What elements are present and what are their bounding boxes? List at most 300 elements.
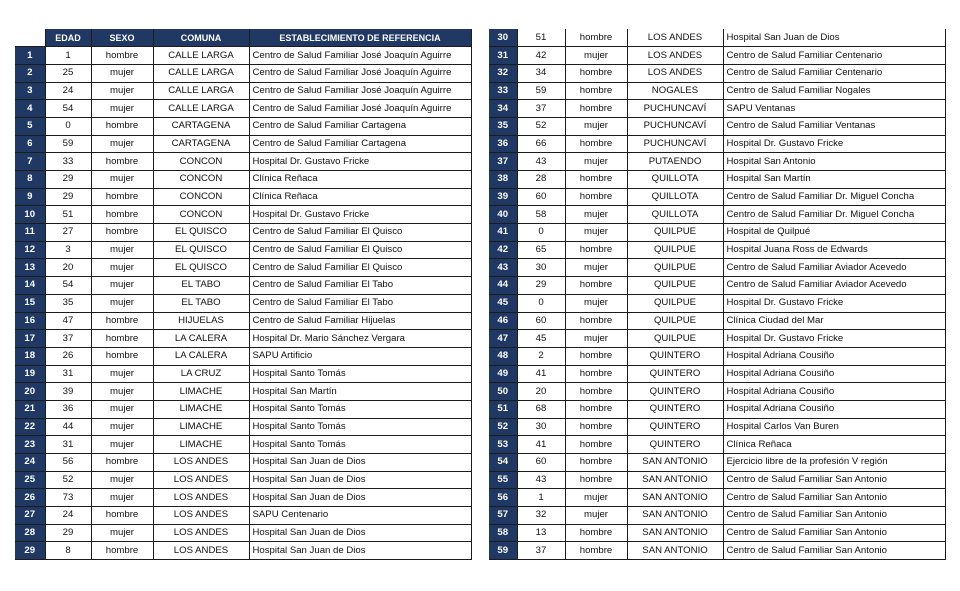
table-row [15, 206, 471, 224]
cell-sexo: hombre [565, 241, 627, 259]
cell-sexo: mujer [91, 436, 153, 454]
cell-edad: 26 [45, 347, 91, 365]
cell-establecimiento: Hospital Dr. Gustavo Fricke [723, 294, 945, 312]
row-number: 48 [489, 347, 517, 365]
cell-edad: 56 [45, 454, 91, 472]
cell-edad: 1 [45, 47, 91, 65]
cell-sexo: mujer [565, 153, 627, 171]
row-number: 49 [489, 365, 517, 383]
row-number: 2 [15, 64, 45, 82]
row-number: 4 [15, 100, 45, 118]
table-row [15, 100, 471, 118]
table-row [489, 135, 945, 153]
cell-establecimiento: Hospital Adriana Cousiño [723, 400, 945, 418]
cell-sexo: mujer [91, 400, 153, 418]
table-row [489, 47, 945, 65]
cell-sexo: mujer [91, 241, 153, 259]
table-row [489, 153, 945, 171]
row-number: 1 [15, 47, 45, 65]
cell-edad: 51 [45, 206, 91, 224]
table-row [489, 259, 945, 277]
cell-sexo: hombre [565, 171, 627, 189]
cell-sexo: hombre [565, 365, 627, 383]
cell-edad: 0 [45, 117, 91, 135]
cell-edad: 29 [517, 277, 565, 295]
cell-comuna: SAN ANTONIO [627, 542, 723, 560]
cell-establecimiento: Centro de Salud Familiar Aviador Acevedo [723, 259, 945, 277]
table-row [15, 277, 471, 295]
cell-edad: 20 [517, 383, 565, 401]
cell-establecimiento: Hospital San Martín [249, 383, 471, 401]
header-sexo: SEXO [91, 29, 153, 47]
cell-edad: 66 [517, 135, 565, 153]
cell-sexo: hombre [565, 454, 627, 472]
table-row [15, 294, 471, 312]
cell-comuna: LOS ANDES [627, 64, 723, 82]
cell-sexo: hombre [565, 29, 627, 47]
header-edad: EDAD [45, 29, 91, 47]
row-number: 46 [489, 312, 517, 330]
cell-edad: 47 [45, 312, 91, 330]
table-row [15, 135, 471, 153]
cell-sexo: hombre [565, 436, 627, 454]
row-number: 44 [489, 277, 517, 295]
cell-edad: 24 [45, 82, 91, 100]
cell-establecimiento: Hospital San Juan de Dios [249, 542, 471, 560]
cell-sexo: mujer [91, 524, 153, 542]
cell-comuna: LA CALERA [153, 347, 249, 365]
cell-edad: 37 [517, 100, 565, 118]
row-number: 16 [15, 312, 45, 330]
cell-comuna: EL TABO [153, 277, 249, 295]
cell-sexo: mujer [91, 100, 153, 118]
header-blank-cell [15, 29, 45, 47]
cell-comuna: LOS ANDES [153, 489, 249, 507]
table-row [489, 330, 945, 348]
row-number: 31 [489, 47, 517, 65]
cell-establecimiento: Hospital San Juan de Dios [249, 471, 471, 489]
cell-establecimiento: Hospital San Juan de Dios [249, 489, 471, 507]
cell-sexo: hombre [91, 454, 153, 472]
row-number: 19 [15, 365, 45, 383]
cell-edad: 73 [45, 489, 91, 507]
cell-sexo: hombre [91, 347, 153, 365]
cell-establecimiento: Centro de Salud Familiar El Tabo [249, 294, 471, 312]
table-row [489, 418, 945, 436]
cell-establecimiento: Hospital San Juan de Dios [723, 29, 945, 47]
row-number: 21 [15, 400, 45, 418]
cell-sexo: hombre [565, 418, 627, 436]
cell-comuna: QUINTERO [627, 418, 723, 436]
cell-sexo: hombre [565, 135, 627, 153]
row-number: 37 [489, 153, 517, 171]
cell-sexo: mujer [91, 365, 153, 383]
cell-edad: 36 [45, 400, 91, 418]
row-number: 6 [15, 135, 45, 153]
row-number: 24 [15, 454, 45, 472]
cell-establecimiento: Centro de Salud Familiar El Quisco [249, 224, 471, 242]
row-number: 30 [489, 29, 517, 47]
cell-comuna: QUILPUE [627, 330, 723, 348]
cell-sexo: mujer [91, 259, 153, 277]
row-number: 7 [15, 153, 45, 171]
cell-comuna: QUILLOTA [627, 206, 723, 224]
cell-edad: 37 [45, 330, 91, 348]
table-row [489, 241, 945, 259]
table-row [15, 47, 471, 65]
cell-establecimiento: Centro de Salud Familiar El Quisco [249, 259, 471, 277]
cell-edad: 8 [45, 542, 91, 560]
cell-comuna: QUILLOTA [627, 171, 723, 189]
cell-sexo: mujer [565, 224, 627, 242]
cell-sexo: mujer [91, 277, 153, 295]
cell-comuna: LIMACHE [153, 383, 249, 401]
table-row [489, 365, 945, 383]
cell-sexo: mujer [565, 259, 627, 277]
cell-establecimiento: Clínica Reñaca [723, 436, 945, 454]
row-number: 26 [15, 489, 45, 507]
cell-sexo: mujer [91, 294, 153, 312]
cell-comuna: LOS ANDES [153, 471, 249, 489]
cell-comuna: LOS ANDES [153, 524, 249, 542]
cell-edad: 60 [517, 454, 565, 472]
row-number: 56 [489, 489, 517, 507]
table-row [15, 436, 471, 454]
cell-establecimiento: Centro de Salud Familiar San Antonio [723, 471, 945, 489]
cell-establecimiento: Clínica Ciudad del Mar [723, 312, 945, 330]
row-number: 35 [489, 117, 517, 135]
cell-sexo: hombre [565, 277, 627, 295]
table-row [15, 224, 471, 242]
cell-sexo: hombre [565, 400, 627, 418]
table-row [489, 294, 945, 312]
row-number: 42 [489, 241, 517, 259]
cell-comuna: QUINTERO [627, 347, 723, 365]
table-row [489, 29, 945, 47]
row-number: 27 [15, 507, 45, 525]
row-number: 38 [489, 171, 517, 189]
table-row [489, 454, 945, 472]
cell-sexo: mujer [91, 418, 153, 436]
cell-comuna: NOGALES [627, 82, 723, 100]
cell-edad: 31 [45, 365, 91, 383]
cell-comuna: LOS ANDES [153, 542, 249, 560]
cell-establecimiento: Hospital San Juan de Dios [249, 454, 471, 472]
cell-edad: 0 [517, 294, 565, 312]
cell-establecimiento: Hospital Dr. Gustavo Fricke [723, 135, 945, 153]
cell-sexo: hombre [91, 188, 153, 206]
cell-edad: 20 [45, 259, 91, 277]
row-number: 20 [15, 383, 45, 401]
cell-edad: 68 [517, 400, 565, 418]
cell-comuna: HIJUELAS [153, 312, 249, 330]
cell-establecimiento: Centro de Salud Familiar El Quisco [249, 241, 471, 259]
cell-sexo: mujer [91, 471, 153, 489]
cell-edad: 43 [517, 153, 565, 171]
table-row [15, 365, 471, 383]
row-number: 36 [489, 135, 517, 153]
table-row [15, 153, 471, 171]
cell-establecimiento: Centro de Salud Familiar José Joaquín Aguirre [249, 100, 471, 118]
row-number: 12 [15, 241, 45, 259]
cell-sexo: hombre [91, 330, 153, 348]
cell-sexo: hombre [91, 117, 153, 135]
cell-establecimiento: Centro de Salud Familiar Cartagena [249, 117, 471, 135]
cell-comuna: QUILLOTA [627, 188, 723, 206]
row-number: 57 [489, 507, 517, 525]
cell-establecimiento: Hospital San Martín [723, 171, 945, 189]
cell-sexo: hombre [565, 188, 627, 206]
row-number: 53 [489, 436, 517, 454]
cell-establecimiento: Centro de Salud Familiar Centenario [723, 64, 945, 82]
cell-establecimiento: Clínica Reñaca [249, 188, 471, 206]
row-number: 43 [489, 259, 517, 277]
cell-comuna: SAN ANTONIO [627, 524, 723, 542]
row-number: 39 [489, 188, 517, 206]
cell-comuna: EL QUISCO [153, 241, 249, 259]
cell-comuna: QUINTERO [627, 383, 723, 401]
cell-establecimiento: Centro de Salud Familiar Dr. Miguel Concha [723, 206, 945, 224]
table-row [489, 100, 945, 118]
cell-comuna: QUILPUE [627, 224, 723, 242]
cell-comuna: QUILPUE [627, 241, 723, 259]
row-number: 17 [15, 330, 45, 348]
row-number: 22 [15, 418, 45, 436]
cell-establecimiento: Hospital Adriana Cousiño [723, 383, 945, 401]
cell-comuna: LIMACHE [153, 418, 249, 436]
cell-establecimiento: Centro de Salud Familiar Nogales [723, 82, 945, 100]
cell-comuna: PUCHUNCAVÍ [627, 135, 723, 153]
row-number: 28 [15, 524, 45, 542]
table-row [15, 524, 471, 542]
cell-comuna: QUILPUE [627, 259, 723, 277]
cell-sexo: mujer [91, 64, 153, 82]
table-row [489, 224, 945, 242]
cell-comuna: SAN ANTONIO [627, 471, 723, 489]
cell-edad: 43 [517, 471, 565, 489]
row-number: 5 [15, 117, 45, 135]
cell-comuna: CONCON [153, 188, 249, 206]
table-row [15, 312, 471, 330]
cell-edad: 34 [517, 64, 565, 82]
table-row [15, 471, 471, 489]
cell-edad: 45 [517, 330, 565, 348]
cell-comuna: CARTAGENA [153, 117, 249, 135]
cell-edad: 35 [45, 294, 91, 312]
table-row [15, 117, 471, 135]
cell-comuna: LOS ANDES [627, 47, 723, 65]
cell-edad: 30 [517, 418, 565, 436]
cell-edad: 1 [517, 489, 565, 507]
row-number: 18 [15, 347, 45, 365]
cell-edad: 30 [517, 259, 565, 277]
cell-edad: 32 [517, 507, 565, 525]
cell-comuna: QUINTERO [627, 436, 723, 454]
cell-sexo: mujer [91, 489, 153, 507]
cell-establecimiento: SAPU Centenario [249, 507, 471, 525]
cell-edad: 29 [45, 188, 91, 206]
cell-sexo: hombre [91, 153, 153, 171]
header-comuna: COMUNA [153, 29, 249, 47]
row-number: 58 [489, 524, 517, 542]
cell-sexo: hombre [91, 206, 153, 224]
cell-comuna: EL TABO [153, 294, 249, 312]
row-number: 52 [489, 418, 517, 436]
row-number: 51 [489, 400, 517, 418]
cell-establecimiento: SAPU Ventanas [723, 100, 945, 118]
row-number: 54 [489, 454, 517, 472]
cell-sexo: hombre [91, 224, 153, 242]
cell-establecimiento: Hospital Santo Tomás [249, 436, 471, 454]
cell-edad: 42 [517, 47, 565, 65]
table-row [15, 542, 471, 560]
cell-sexo: mujer [565, 47, 627, 65]
cell-sexo: mujer [565, 507, 627, 525]
row-number: 47 [489, 330, 517, 348]
table-row [489, 507, 945, 525]
cell-edad: 51 [517, 29, 565, 47]
cell-comuna: CALLE LARGA [153, 64, 249, 82]
cell-edad: 41 [517, 365, 565, 383]
table-row [15, 418, 471, 436]
table-row [15, 400, 471, 418]
cell-edad: 39 [45, 383, 91, 401]
cell-sexo: mujer [565, 489, 627, 507]
cell-sexo: mujer [565, 294, 627, 312]
cell-comuna: LOS ANDES [627, 29, 723, 47]
table-body-left [15, 47, 471, 560]
cell-establecimiento: Hospital Santo Tomás [249, 365, 471, 383]
cell-edad: 24 [45, 507, 91, 525]
cell-sexo: mujer [565, 117, 627, 135]
row-number: 34 [489, 100, 517, 118]
row-number: 14 [15, 277, 45, 295]
cell-comuna: PUTAENDO [627, 153, 723, 171]
cell-sexo: hombre [565, 383, 627, 401]
cell-comuna: LOS ANDES [153, 454, 249, 472]
cell-comuna: CALLE LARGA [153, 100, 249, 118]
header-establecimiento: ESTABLECIMIENTO DE REFERENCIA [249, 29, 471, 47]
cell-sexo: hombre [565, 542, 627, 560]
cell-edad: 29 [45, 524, 91, 542]
cell-establecimiento: Clínica Reñaca [249, 171, 471, 189]
cell-establecimiento: Centro de Salud Familiar Cartagena [249, 135, 471, 153]
cell-comuna: LA CRUZ [153, 365, 249, 383]
cell-comuna: PUCHUNCAVÍ [627, 100, 723, 118]
cell-establecimiento: Hospital San Antonio [723, 153, 945, 171]
cell-establecimiento: Centro de Salud Familiar San Antonio [723, 542, 945, 560]
cell-establecimiento: Hospital Santo Tomás [249, 418, 471, 436]
cell-establecimiento: Hospital Carlos Van Buren [723, 418, 945, 436]
cell-comuna: PUCHUNCAVÍ [627, 117, 723, 135]
cell-edad: 44 [45, 418, 91, 436]
cell-sexo: hombre [91, 47, 153, 65]
table-header-row [15, 29, 471, 47]
cell-comuna: LA CALERA [153, 330, 249, 348]
cell-edad: 60 [517, 312, 565, 330]
cell-establecimiento: Hospital Adriana Cousiño [723, 347, 945, 365]
cell-establecimiento: Hospital San Juan de Dios [249, 524, 471, 542]
cell-establecimiento: Centro de Salud Familiar Dr. Miguel Concha [723, 188, 945, 206]
cases-table-left [15, 29, 472, 560]
cell-comuna: CONCON [153, 153, 249, 171]
cell-comuna: CALLE LARGA [153, 47, 249, 65]
cell-edad: 41 [517, 436, 565, 454]
cell-comuna: CONCON [153, 171, 249, 189]
table-row [489, 347, 945, 365]
cell-comuna: LIMACHE [153, 400, 249, 418]
cell-establecimiento: Centro de Salud Familiar Hijuelas [249, 312, 471, 330]
cell-edad: 59 [517, 82, 565, 100]
cell-establecimiento: Centro de Salud Familiar El Tabo [249, 277, 471, 295]
cell-comuna: QUILPUE [627, 277, 723, 295]
cell-sexo: hombre [565, 82, 627, 100]
cell-sexo: hombre [91, 312, 153, 330]
row-number: 55 [489, 471, 517, 489]
cell-edad: 37 [517, 542, 565, 560]
cell-establecimiento: Hospital Adriana Cousiño [723, 365, 945, 383]
table-row [489, 400, 945, 418]
cell-edad: 2 [517, 347, 565, 365]
row-number: 3 [15, 82, 45, 100]
cell-sexo: hombre [565, 347, 627, 365]
table-row [15, 241, 471, 259]
cell-comuna: SAN ANTONIO [627, 489, 723, 507]
table-row [15, 383, 471, 401]
cell-sexo: mujer [91, 171, 153, 189]
cell-establecimiento: Centro de Salud Familiar José Joaquín Aguirre [249, 64, 471, 82]
cell-establecimiento: Centro de Salud Familiar José Joaquín Aguirre [249, 82, 471, 100]
cell-establecimiento: Centro de Salud Familiar Aviador Acevedo [723, 277, 945, 295]
table-row [15, 188, 471, 206]
cell-establecimiento: Hospital Dr. Gustavo Fricke [249, 206, 471, 224]
table-row [489, 542, 945, 560]
cell-edad: 59 [45, 135, 91, 153]
cell-sexo: hombre [91, 542, 153, 560]
cell-edad: 65 [517, 241, 565, 259]
cell-comuna: EL QUISCO [153, 224, 249, 242]
table-row [489, 82, 945, 100]
table-row [15, 259, 471, 277]
cell-establecimiento: Hospital Dr. Gustavo Fricke [723, 330, 945, 348]
cell-edad: 27 [45, 224, 91, 242]
cell-comuna: QUINTERO [627, 400, 723, 418]
table-row [15, 507, 471, 525]
cell-sexo: hombre [565, 312, 627, 330]
row-number: 13 [15, 259, 45, 277]
cell-establecimiento: Centro de Salud Familiar San Antonio [723, 489, 945, 507]
row-number: 41 [489, 224, 517, 242]
cell-establecimiento: Hospital Dr. Gustavo Fricke [249, 153, 471, 171]
table-row [489, 489, 945, 507]
table-row [15, 330, 471, 348]
row-number: 50 [489, 383, 517, 401]
cell-edad: 28 [517, 171, 565, 189]
row-number: 29 [15, 542, 45, 560]
cell-establecimiento: Hospital de Quilpué [723, 224, 945, 242]
row-number: 10 [15, 206, 45, 224]
cell-edad: 29 [45, 171, 91, 189]
table-row [489, 277, 945, 295]
cell-establecimiento: Centro de Salud Familiar Ventanas [723, 117, 945, 135]
row-number: 8 [15, 171, 45, 189]
cell-edad: 58 [517, 206, 565, 224]
cell-comuna: QUILPUE [627, 312, 723, 330]
cell-edad: 0 [517, 224, 565, 242]
cell-sexo: hombre [565, 100, 627, 118]
cell-comuna: QUINTERO [627, 365, 723, 383]
table-row [489, 436, 945, 454]
